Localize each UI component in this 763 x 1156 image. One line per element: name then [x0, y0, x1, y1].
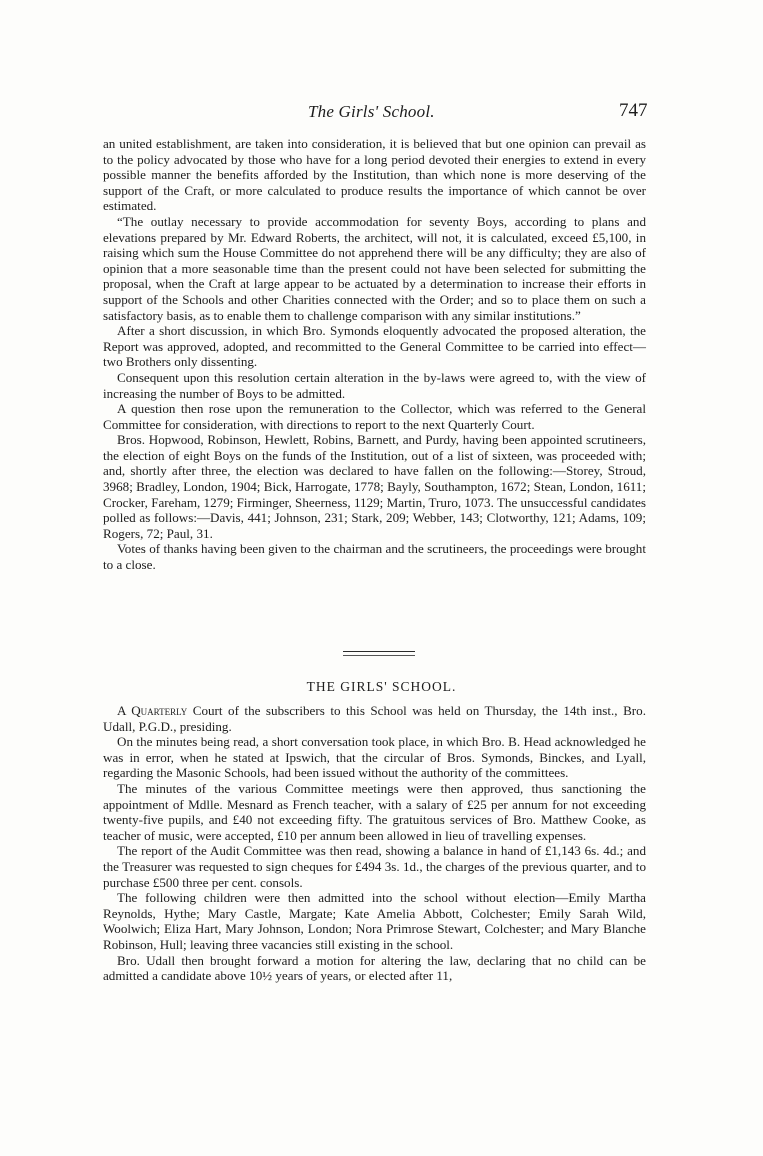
paragraph: Consequent upon this resolution certain alteration in the by-laws were agreed to, with the view of increasing the number of Boys to be admitted.	[103, 369, 646, 401]
girls-school-text	[103, 703, 646, 984]
paragraph: A question then rose upon the remuneration to the Collector, which was referred to the General Committee for consideration, with directions to report to the next Quarterly Court.	[103, 401, 646, 432]
paragraph: The report of the Audit Committee was then read, showing a balance in hand of £1,143 6s. 4d.; and the Treasurer was requested to sign cheques for £494 3s. 1d., the charges of the previous quarter, and to purchase £500 three per cent. consols.	[103, 843, 646, 890]
paragraph: Bro. Udall then brought forward a motion for altering the law, declaring that no child can be admitted a candidate above 10½ years of years, or elected after 11,	[103, 952, 646, 984]
paragraph: Bros. Hopwood, Robinson, Hewlett, Robins, Barnett, and Purdy, having been appointed scrutineers, the election of eight Boys on the funds of the Institution, out of a list of sixteen, was proceeded with; and, shortly after three, the election was declared to have fallen on the following:—Storey, Stroud, 3968; Bradley, London, 1904; Bick, Harrogate, 1778; Bayly, Southampton, 1672; Stean, London, 1611; Crocker, Fareham, 1279; Firminger, Sheerness, 1129; Martin, Truro, 1073. The unsuccessful candidates polled as follows:—Davis, 441; Johnson, 231; Stark, 209; Webber, 143; Clotworthy, 121; Adams, 109; Rogers, 72; Paul, 31.	[103, 432, 646, 541]
paragraph	[103, 703, 646, 734]
paragraph: The minutes of the various Committee meetings were then approved, thus sanctioning the appointment of Mdlle. Mesnard as French teacher, with a salary of £25 per annum for not exceeding twenty-five pupils, and £40 not exceeding fifty. The gratuitous services of Bro. Matthew Cooke, as teacher of music, were accepted, £10 per annum been allowed in lieu of travelling expenses.	[103, 780, 646, 843]
running-head	[0, 102, 763, 126]
boys-school-continued-text	[103, 136, 646, 573]
paragraph: After a short discussion, in which Bro. Symonds eloquently advocated the proposed alteration, the Report was approved, adopted, and recommitted to the General Committee to be carried into effect—two Brothers only dissenting.	[103, 323, 646, 370]
paragraph: Votes of thanks having been given to the chairman and the scrutineers, the proceedings were brought to a close.	[103, 541, 646, 573]
paragraph: On the minutes being read, a short conversation took place, in which Bro. B. Head acknowledged he was in error, when he stated at Ipswich, that the circular of Bros. Symonds, Binckes, and Lyall, regarding the Masonic Schools, had been issued without the authority of the committees.	[103, 734, 646, 781]
small-caps-lead: A Quarterly	[117, 703, 188, 718]
paragraph: The following children were then admitted into the school without election—Emily Martha Reynolds, Hythe; Mary Castle, Margate; Kate Amelia Abbott, Colchester; Emily Sarah Wild, Woolwich; Eliza Hart, Mary Johnson, London; Nora Primrose Stewart, Colchester; and Mary Blanche Robinson, Hull; leaving three vacancies still existing in the school.	[103, 890, 646, 952]
paragraph: an united establishment, are taken into consideration, it is believed that but one opinion can prevail as to the policy advocated by those who have for a long period devoted their energies to extend in every possible manner the benefits afforded by the Institution, than which none is more deserving of the support of the Craft, or more calculated to produce results the importance of which cannot be over estimated.	[103, 136, 646, 214]
page-number: 747	[619, 100, 648, 121]
section-divider-rule	[343, 651, 415, 656]
section-title: THE GIRLS' SCHOOL.	[306, 679, 457, 694]
running-title: The Girls' School.	[308, 102, 435, 121]
paragraph-text: Court of the subscribers to this School was held on Thursday, the 14th inst., Bro. Udall, P.G.D., presiding.	[103, 703, 646, 734]
paragraph: “The outlay necessary to provide accommodation for seventy Boys, according to plans and elevations prepared by Mr. Edward Roberts, the architect, will not, it is calculated, exceed £5,100, in raising which sum the House Committee do not apprehend there will be any difficulty; they are also of opinion that a more seasonable time than the present could not have been selected for submitting the proposal, when the Craft at large appear to be actuated by a determination to increase their efforts in support of the Schools and other Charities connected with the Order; and so to place them on such a satisfactory basis, as to enable them to challenge comparison with any similar institutions.”	[103, 213, 646, 323]
